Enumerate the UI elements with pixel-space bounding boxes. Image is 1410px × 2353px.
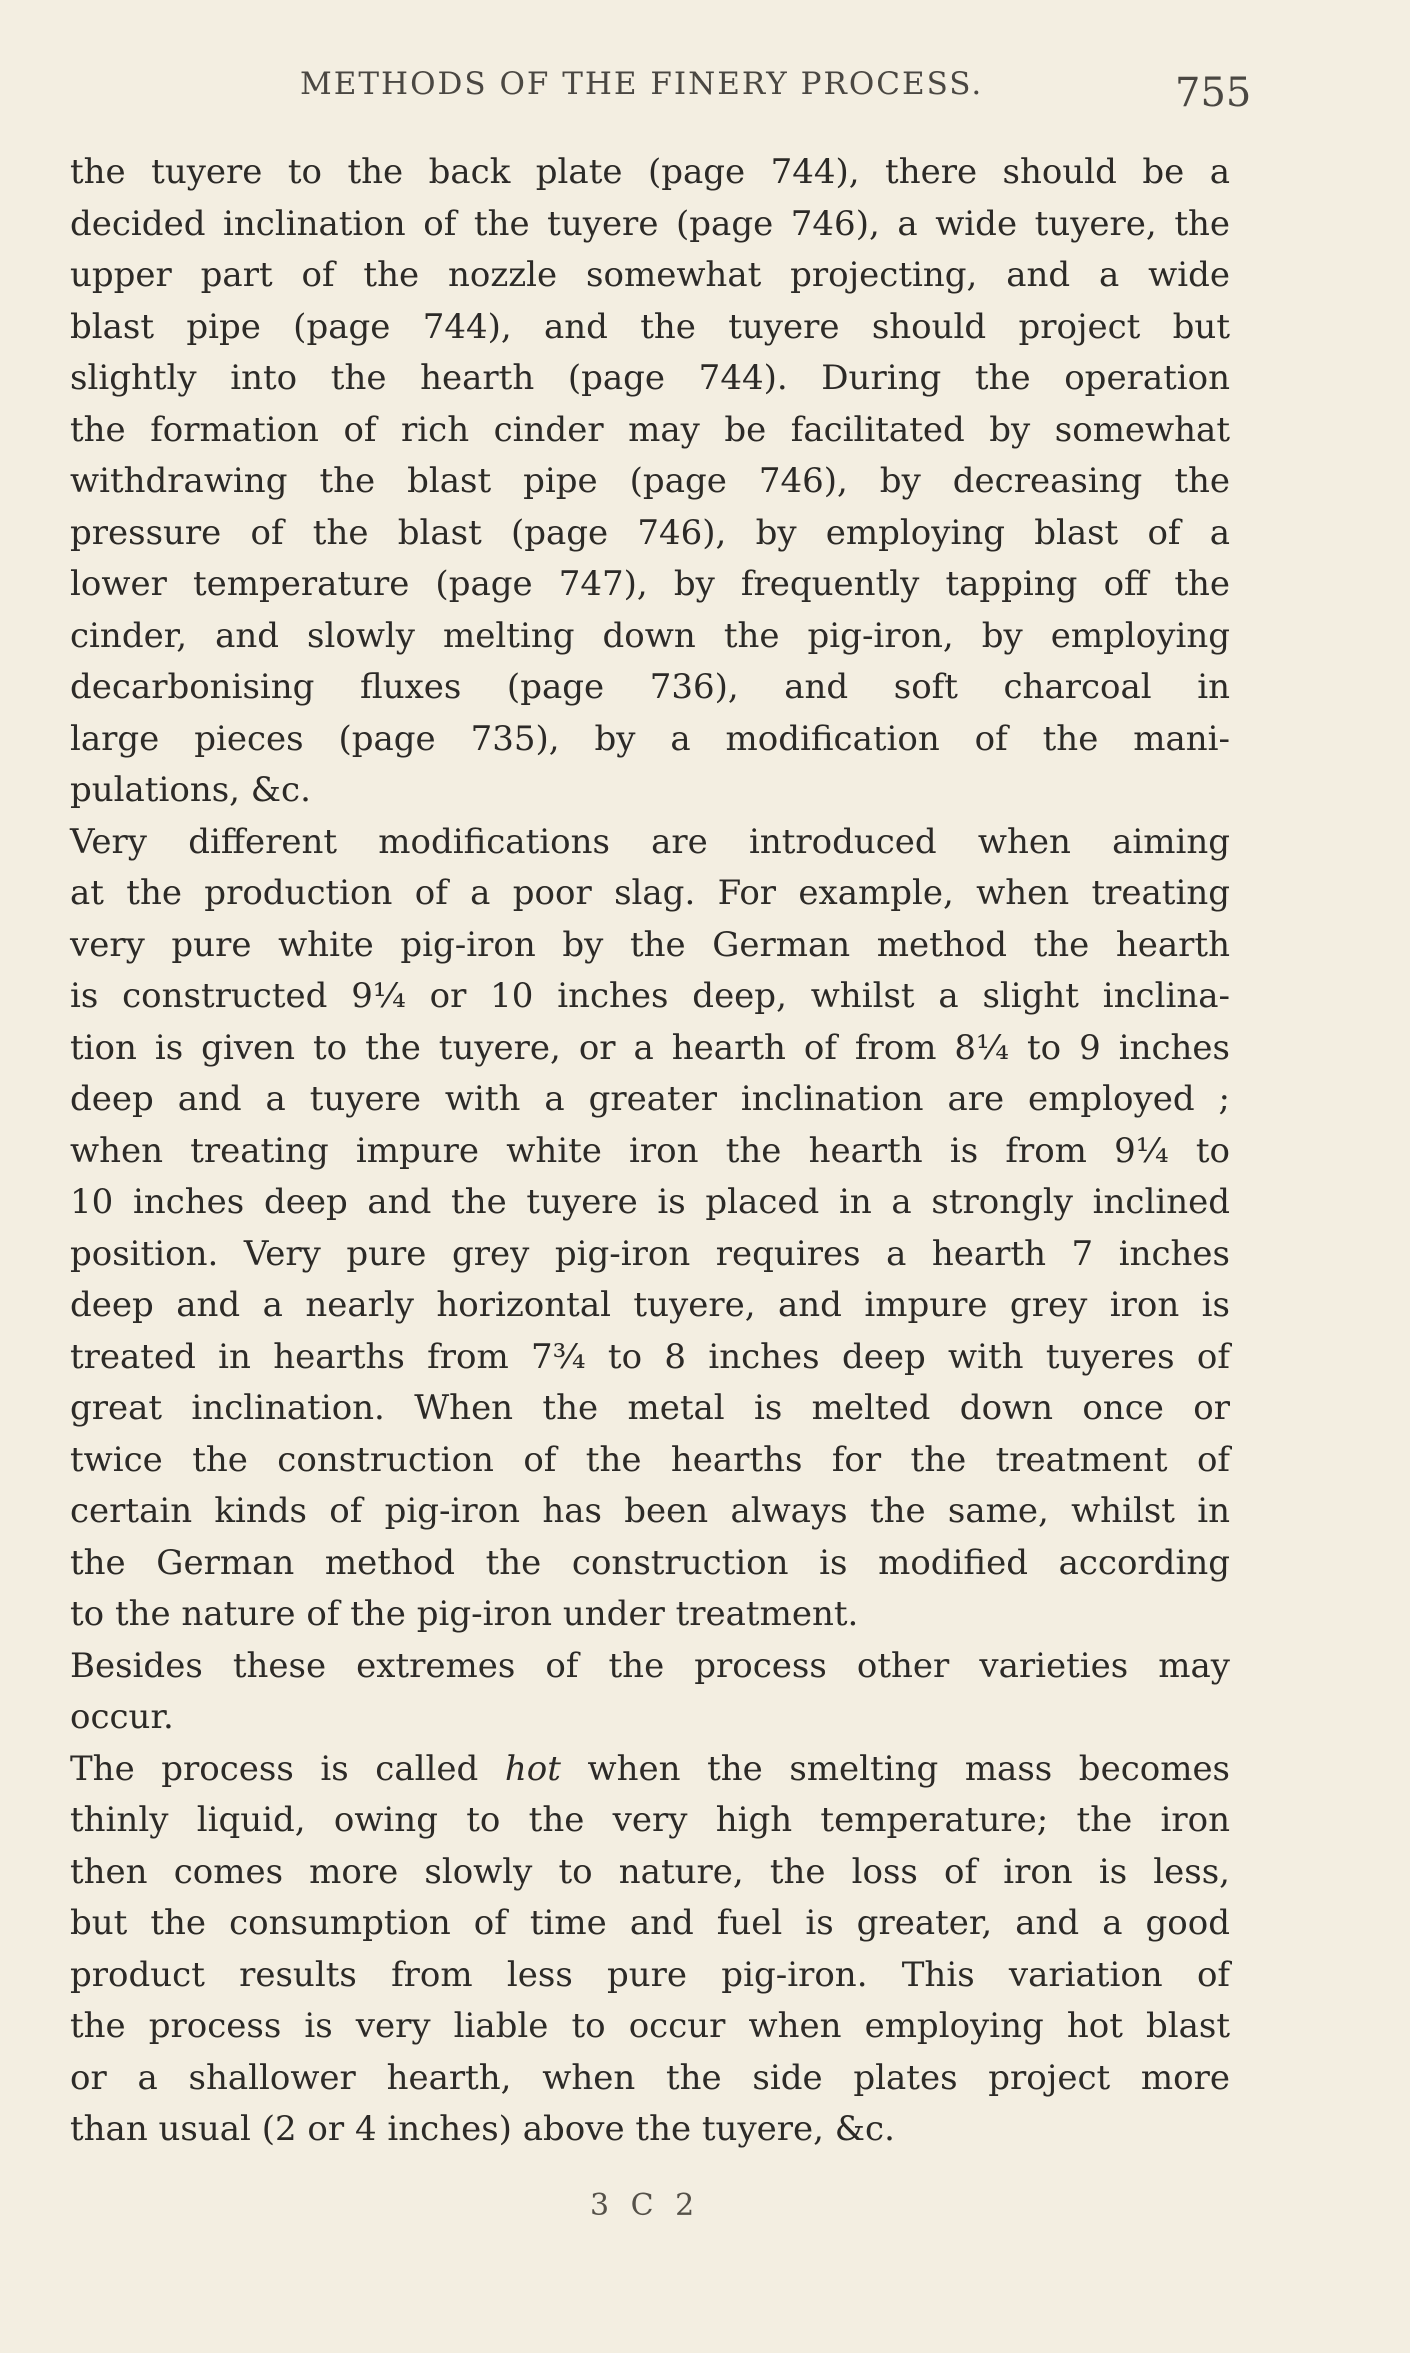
text-line: occur. (70, 1697, 174, 1737)
text-line: or a shallower hearth, when the side plates project more (70, 2057, 1230, 2098)
text-line: the tuyere to the back plate (page 744), there should be a (70, 152, 1230, 192)
text-line-hot (70, 1744, 1230, 1796)
text-line: when treating impure white iron the hearth is from 9¼ to (70, 1130, 1230, 1171)
text-line: deep and a tuyere with a greater inclination are employed ; (70, 1079, 1230, 1119)
page-number: 755 (1175, 70, 1252, 116)
text-line: 10 inches deep and the tuyere is placed in a strongly inclined (70, 1182, 1230, 1222)
text-line: twice the construction of the hearths for the treatment of (70, 1439, 1230, 1480)
text-line: position. Very pure grey pig-iron requires a hearth 7 inches (70, 1233, 1230, 1274)
hot-prefix: The process is called (70, 1748, 479, 1789)
text-line: product results from less pure pig-iron. This variation of (70, 1954, 1230, 1995)
text-line: Very different modifications are introduced when aiming (70, 821, 1230, 862)
text-line: the process is very liable to occur when employing hot blast (70, 2006, 1230, 2046)
text-line: large pieces (page 735), by a modification of the mani- (70, 718, 1230, 759)
text-line: pressure of the blast (page 746), by employing blast of a (70, 512, 1230, 553)
text-line: deep and a nearly horizontal tuyere, and impure grey iron is (70, 1285, 1230, 1325)
text-line: pulations, &c. (70, 770, 311, 810)
text-line: upper part of the nozzle somewhat projecting, and a wide (70, 255, 1230, 295)
text-line: slightly into the hearth (page 744). During the operation (70, 358, 1230, 398)
hot-rest: when the smelting mass becomes (587, 1748, 1231, 1789)
text-line: treated in hearths from 7¾ to 8 inches deep with tuyeres of (70, 1336, 1230, 1377)
text-line: tion is given to the tuyere, or a hearth of from 8¼ to 9 inches (70, 1027, 1230, 1068)
text-line: but the consumption of time and fuel is greater, and a good (70, 1903, 1230, 1943)
text-line: thinly liquid, owing to the very high temperature; the iron (70, 1800, 1230, 1840)
text-line: then comes more slowly to nature, the loss of iron is less, (70, 1851, 1230, 1892)
text-line: blast pipe (page 744), and the tuyere should project but (70, 306, 1230, 347)
signature-mark: 3 C 2 (590, 2188, 701, 2223)
text-line: is constructed 9¼ or 10 inches deep, whilst a slight inclina- (70, 976, 1230, 1016)
text-line: withdrawing the blast pipe (page 746), by decreasing the (70, 461, 1230, 501)
text-line: cinder, and slowly melting down the pig-iron, by employing (70, 615, 1230, 656)
running-title: METHODS OF THE FINERY PROCESS. (300, 66, 984, 102)
text-line: the formation of rich cinder may be facilitated by somewhat (70, 409, 1230, 450)
text-line: decarbonising fluxes (page 736), and soft charcoal in (70, 667, 1230, 707)
text-line: lower temperature (page 747), by frequently tapping off the (70, 564, 1230, 604)
text-line: certain kinds of pig-iron has been always the same, whilst in (70, 1491, 1230, 1531)
text-line: the German method the construction is modified according (70, 1542, 1230, 1583)
text-line: great inclination. When the metal is melted down once or (70, 1388, 1230, 1428)
text-line: at the production of a poor slag. For example, when treating (70, 873, 1230, 913)
text-line: than usual (2 or 4 inches) above the tuyere, &c. (70, 2109, 895, 2149)
hot-word: hot (504, 1748, 561, 1789)
text-line: decided inclination of the tuyere (page 746), a wide tuyere, the (70, 203, 1230, 244)
body-text (70, 147, 1230, 2156)
text-line: to the nature of the pig-iron under treatment. (70, 1594, 859, 1634)
text-line: Besides these extremes of the process other varieties may (70, 1645, 1230, 1686)
text-line: very pure white pig-iron by the German method the hearth (70, 924, 1230, 965)
